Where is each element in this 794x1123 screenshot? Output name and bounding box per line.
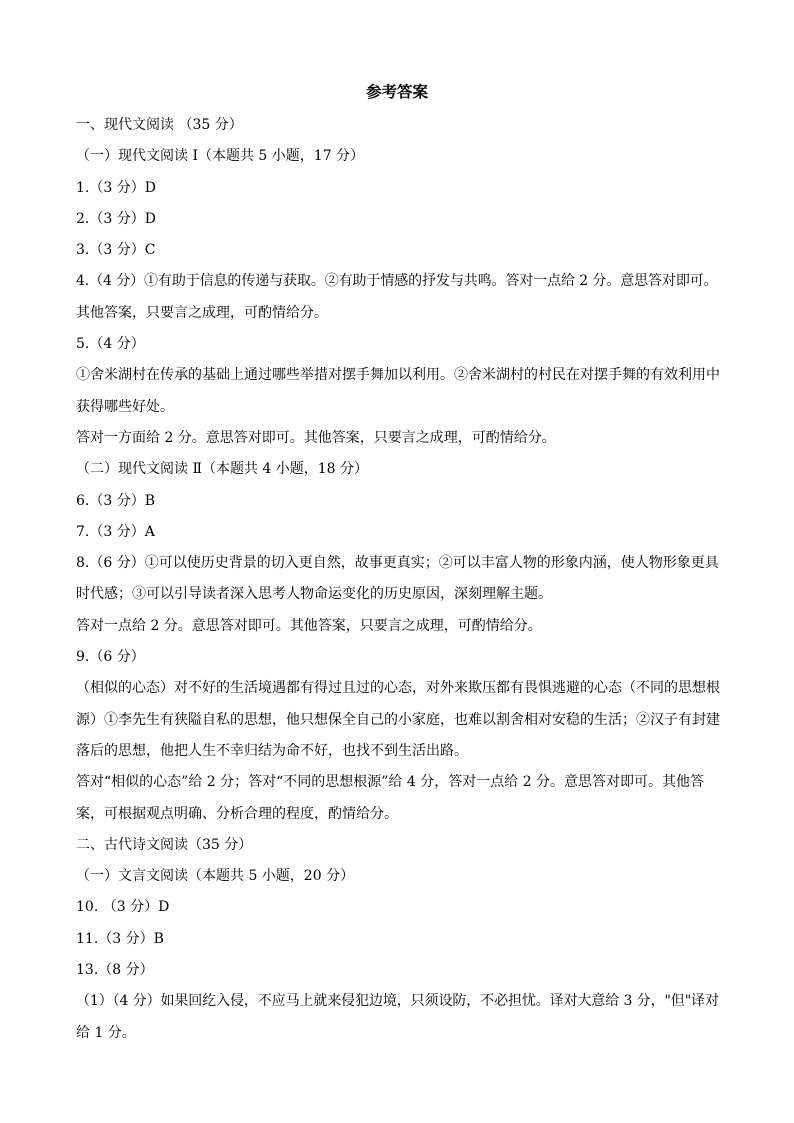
answer-line: 3.（3 分）C <box>76 242 156 259</box>
answer-line: 8.（6 分）①可以使历史背景的切入更自然，故事更真实；②可以丰富人物的形象内涵，使人物形象更具 <box>76 555 719 572</box>
answer-line: 答对“相似的心态”给 2 分；答对“不同的思想根源”给 4 分，答对一点给 2 分。意思答对即可。其他答 <box>76 774 705 791</box>
section-heading: 一、现代文阅读 （35 分） <box>76 117 243 133</box>
section-heading: 二、古代诗文阅读（35 分） <box>76 836 253 853</box>
answer-line: ①舍米湖村在传承的基础上通过哪些举措对摆手舞加以利用。②舍米湖村的村民在对摆手舞的有效利用中 <box>76 367 720 384</box>
answer-line: 11.（3 分）B <box>76 930 164 947</box>
answer-line: 9.（6 分） <box>76 649 145 666</box>
subsection-heading: （一）文言文阅读（本题共 5 小题，20 分） <box>76 868 355 885</box>
answer-line: 获得哪些好处。 <box>76 398 174 415</box>
answer-line: 源）①李先生有狭隘自私的思想，他只想保全自己的小家庭，也难以割舍相对安稳的生活；②汉子有封建 <box>76 711 720 728</box>
answer-line: 落后的思想，他把人生不幸归结为命不好，也找不到生活出路。 <box>76 742 468 759</box>
answer-line: 6.（3 分）B <box>76 492 156 509</box>
answer-line: 2.（3 分）D <box>76 210 156 227</box>
page-title: 参考答案 <box>365 83 428 101</box>
answer-line: （相似的心态）对不好的生活境遇都有得过且过的心态，对外来欺压都有畏惧逃避的心态（不同的思想根 <box>76 680 720 697</box>
answer-line: 案，可根据观点明确、分析合理的程度，酌情给分。 <box>76 805 398 822</box>
subsection-heading: （二）现代文阅读 Ⅱ（本题共 4 小题，18 分） <box>76 461 369 478</box>
answer-line: 答对一方面给 2 分。意思答对即可。其他答案，只要言之成理，可酌情给分。 <box>76 429 556 446</box>
answer-line: 答对一点给 2 分。意思答对即可。其他答案，只要言之成理，可酌情给分。 <box>76 617 542 634</box>
answer-line: 4.（4 分）①有助于信息的传递与获取。②有助于情感的抒发与共鸣。答对一点给 2 分。意思答对即可。 <box>76 273 718 290</box>
answer-line: 给 1 分。 <box>76 1024 136 1041</box>
answer-line: 5.（4 分） <box>76 336 145 353</box>
answer-line: 10. （3 分）D <box>76 899 170 916</box>
answer-line: （1）（4 分）如果回纥入侵，不应马上就来侵犯边境，只须设防，不必担忧。译对大意给 3 分，"但"译对 <box>76 993 719 1010</box>
answer-line: 7.（3 分）A <box>76 523 155 540</box>
answer-line: 时代感；③可以引导读者深入思考人物命运变化的历史原因，深刻理解主题。 <box>76 586 552 603</box>
answer-line: 1.（3 分）D <box>76 179 156 196</box>
answer-line: 其他答案，只要言之成理，可酌情给分。 <box>76 304 328 321</box>
subsection-heading: （一）现代文阅读 I（本题共 5 小题，17 分） <box>76 148 365 165</box>
answer-body <box>76 110 720 1049</box>
answer-line: 13.（8 分） <box>76 962 154 979</box>
